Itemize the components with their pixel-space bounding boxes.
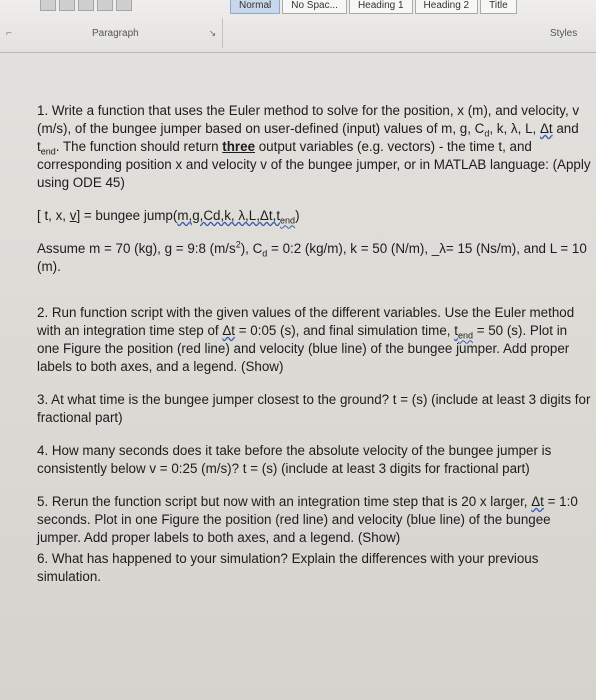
ribbon-mini-button[interactable]: [59, 0, 75, 11]
assumptions: [37, 240, 592, 276]
q2-tend: t: [454, 323, 458, 338]
signature-v: v: [69, 208, 77, 223]
assume-sup: 2: [235, 239, 241, 250]
signature-args: m,g,Cd,k, λ,L,Δt,t: [177, 208, 281, 223]
ribbon-mini-button[interactable]: [97, 0, 113, 11]
q1-text: output variables (e.g. vectors) - the time t, and corresponding position x and velocity v of the bungee jumper, or in MATLAB language: (Apply using ODE 45): [37, 139, 591, 190]
style-title[interactable]: Title: [480, 0, 517, 14]
ribbon-top-buttons: [40, 0, 132, 11]
signature-text: ] = bungee jump(: [76, 208, 178, 223]
ribbon-divider: [222, 18, 223, 48]
q1-text: , k, λ, L,: [489, 121, 540, 136]
assume-text: Assume m = 70 (kg), g = 9:8 (m/s: [37, 241, 236, 256]
ribbon-mini-button[interactable]: [78, 0, 94, 11]
signature-text: ): [295, 208, 300, 223]
ribbon-mini-button[interactable]: [40, 0, 56, 11]
question-2: [37, 304, 592, 376]
assume-text: ), C: [240, 241, 263, 256]
assume-sub-d: d: [262, 248, 268, 259]
q2-dt: Δt: [222, 323, 236, 338]
q1-sub-end: end: [40, 146, 56, 157]
q1-three: three: [222, 139, 256, 154]
style-gallery: [230, 0, 519, 14]
q1-text: and t: [37, 121, 579, 154]
q2-tend-sub: end: [457, 330, 473, 341]
q5-dt: Δt: [531, 494, 544, 509]
q1-text: . The function should return: [55, 139, 223, 154]
question-4: 4. How many seconds does it take before the absolute velocity of the bungee jumper is consistently below v = 0:25 (m/s)? t = (s) (include at least 3 digits for fractional part): [37, 443, 552, 476]
question-1: [37, 102, 592, 192]
q5-text: = 1:0 seconds. Plot in one Figure the position (red line) and velocity (blue line) of the bungee jumper. Add proper labels to both axes, and a legend. (Show): [37, 494, 578, 545]
paragraph-group-label: Paragraph: [92, 28, 139, 39]
q1-dt: Δt: [539, 121, 553, 136]
style-normal[interactable]: Normal: [230, 0, 280, 14]
paragraph-dialog-launcher-icon[interactable]: ↘: [208, 28, 217, 38]
question-6: 6. What has happened to your simulation? Explain the differences with your previous simulation.: [37, 551, 539, 584]
signature-text: [ t, x,: [37, 208, 70, 223]
ribbon-mini-button[interactable]: [116, 0, 132, 11]
q1-sub-d: d: [484, 128, 490, 139]
document-body[interactable]: [37, 102, 592, 601]
q2-text: = 0:05 (s), and final simulation time,: [235, 323, 455, 338]
styles-group-label: Styles: [550, 28, 578, 39]
group-launcher-icon[interactable]: ⌐: [6, 28, 12, 39]
ribbon: [0, 0, 596, 53]
q5-text: 5. Rerun the function script but now with an integration time step that is 20 x larger,: [37, 494, 532, 509]
q1-text: 1. Write a function that uses the Euler method to solve for the position, x (m), and velocity, v (m/s), of the bungee jumper based on user-defined (input) values of m, g, C: [37, 103, 580, 136]
question-3: 3. At what time is the bungee jumper closest to the ground? t = (s) (include at least 3 digits for fractional part): [37, 392, 591, 425]
style-heading-1[interactable]: Heading 1: [349, 0, 413, 14]
question-5: [37, 493, 592, 547]
function-signature: [37, 207, 592, 225]
q2-text: 2. Run function script with the given values of the different variables. Use the Euler method with an integration time step of: [37, 305, 575, 338]
style-heading-2[interactable]: Heading 2: [415, 0, 479, 14]
style-no-spacing[interactable]: No Spac...: [282, 0, 347, 14]
q2-text: = 50 (s). Plot in one Figure the position (red line) and velocity (blue line) of the bungee jumper. Add proper labels to both axes, and a legend. (Show): [37, 323, 570, 374]
assume-text: = 0:2 (kg/m), k = 50 (N/m), _λ= 15 (Ns/m), and L = 10 (m).: [37, 241, 587, 274]
signature-args-sub: end: [280, 215, 296, 226]
